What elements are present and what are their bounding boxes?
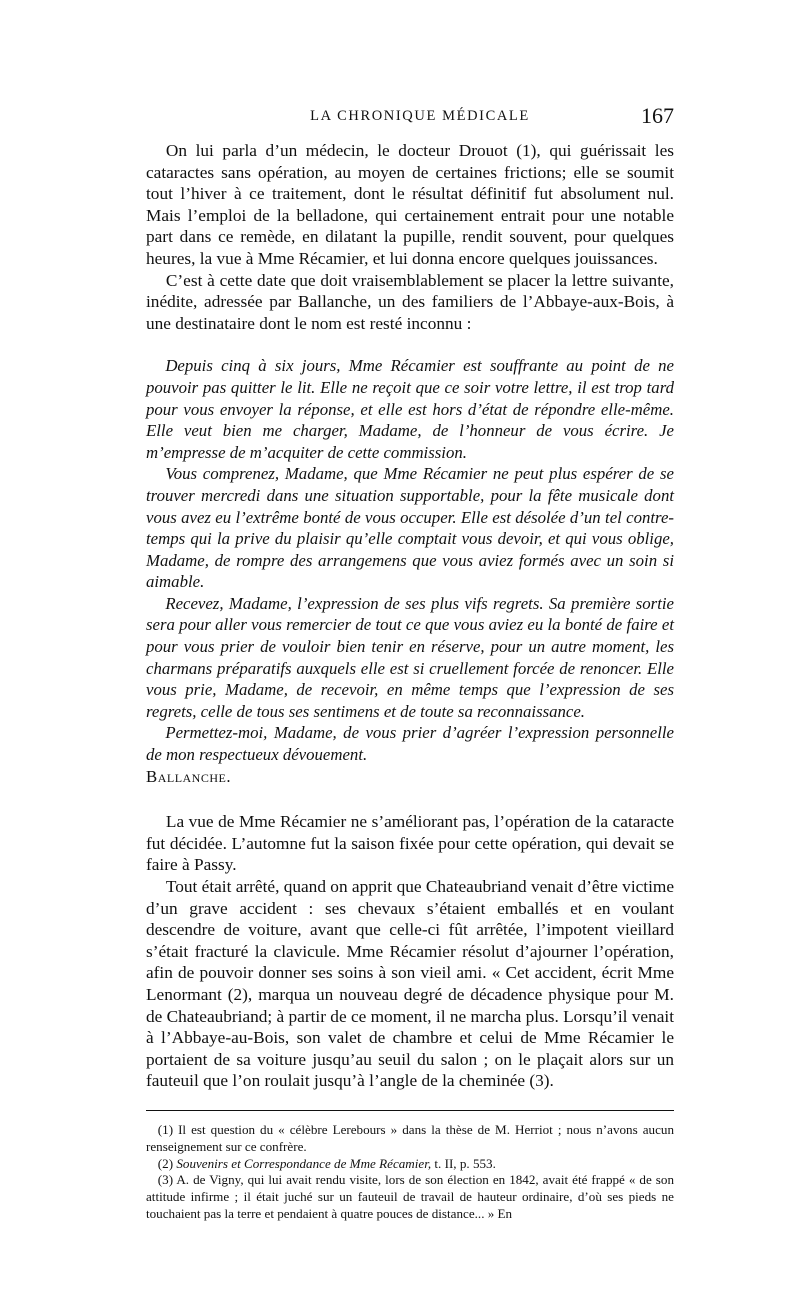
page-header [146,104,674,128]
intro-paragraph-2: C’est à cette date que doit vraisemblablement se placer la lettre suivante, inédite, adressée par Ballanche, un des familiers de l’Abbaye-aux-Bois, à une destinataire dont le nom est resté inconnu : [146,270,674,333]
footnote-2-reference: t. II, p. 553. [434,1155,496,1171]
footnote-1: (1) Il est question du « célèbre Lerebours » dans la thèse de M. Herriot ; nous n’avons aucun renseignement sur ce confrère. [146,1121,674,1154]
book-page [146,0,674,1314]
footnote-2 [146,1156,674,1173]
footnote-3: (3) A. de Vigny, qui lui avait rendu visite, lors de son élection en 1842, avait été frappé « de son attitude infirme ; il était juché sur un fauteuil de travail de hauteur ordinaire, d’où ses pieds ne touchaient pas la terre et pendaient à quatre pouces de distance... » En [146,1172,674,1221]
page-body [146,140,674,1223]
ballanche-letter [146,355,674,787]
footnote-2-title: Souvenirs et Correspondance de Mme Récamier, [176,1155,432,1171]
letter-paragraph-1: Depuis cinq à six jours, Mme Récamier est souffrante au point de ne pouvoir pas quitter le lit. Elle ne reçoit que ce soir votre lettre, il est trop tard pour vous envoyer la réponse, et elle est hors d’état de répondre elle-même. Elle veut bien me charger, Madame, de l’honneur de vous écrire. Je m’empresse de m’acquiter de cette commission. [146,356,674,462]
letter-paragraph-3: Recevez, Madame, l’expression de ses plus vifs regrets. Sa première sortie sera pour aller vous remercier de tout ce que vous aviez eu la bonté de faire et pour vous prier de vouloir bien tenir en réserve, pour un autre moment, les charmans préparatifs auxquels elle est si cruellement forcée de renoncer. Elle vous prie, Madame, de recevoir, en même temps que l’expression de ses regrets, celle de tous ses sentimens et de toute sa reconnaissance. [146,593,674,721]
page-number: 167 [641,103,674,128]
letter-paragraph-4: Permettez-moi, Madame, de vous prier d’agréer l’expression personnelle de mon respectueux dévouement. [146,723,674,765]
letter-paragraph-2: Vous comprenez, Madame, que Mme Récamier ne peut plus espérer de se trouver mercredi dans une situation supportable, pour la fête musicale dont vous avez eu l’extrême bonté de vous occuper. Elle est désolée d’un tel contre-temps qui la prive du plaisir qu’elle comptait vous devoir, et qui vous oblige, Madame, de rompre des arrangemens que vous aviez formés avec un soin si aimable. [146,464,674,592]
intro-paragraph-1: On lui parla d’un médecin, le docteur Drouot (1), qui guérissait les cataractes sans opération, au moyen de certaines frictions; elle se soumit tout l’hiver à ce traitement, dont le résultat définitif fut absolument nul. Mais l’emploi de la belladone, qui certainement entrait pour une notable part dans ce remède, en dilatant la pupille, rendit souvent, pour quelques heures, la vue à Mme Récamier, et lui donna encore quelques jouissances. [146,141,674,268]
letter-signature: Ballanche. [146,766,232,786]
narrative-paragraph-1: La vue de Mme Récamier ne s’améliorant pas, l’opération de la cataracte fut décidée. L’automne fut la saison fixée pour cette opération, qui devait se faire à Passy. [146,812,674,875]
footnote-divider [146,1110,674,1111]
running-title: LA CHRONIQUE MÉDICALE [310,108,530,124]
narrative-paragraph-2: Tout était arrêté, quand on apprit que Chateaubriand venait d’être victime d’un grave accident : ses chevaux s’étaient emballés et en voulant descendre de voiture, avant que celle-ci fût arrêtée, l’impotent vieillard s’était fracturé la clavicule. Mme Récamier résolut d’ajourner l’opération, afin de pouvoir donner ses soins à son vieil ami. « Cet accident, écrit Mme Lenormant (2), marqua un nouveau degré de décadence physique pour M. de Chateaubriand; à partir de ce moment, il ne marcha plus. Lorsqu’il venait à l’Abbaye-au-Bois, son valet de chambre et celui de Mme Récamier le portaient de sa voiture jusqu’au seuil du salon ; on le plaçait alors sur un fauteuil que l’on roulait jusqu’à l’angle de la cheminée (3). [146,877,674,1091]
narrative-continued [146,811,674,1092]
footnote-2-number: (2) [157,1155,174,1171]
footnotes [146,1122,674,1223]
